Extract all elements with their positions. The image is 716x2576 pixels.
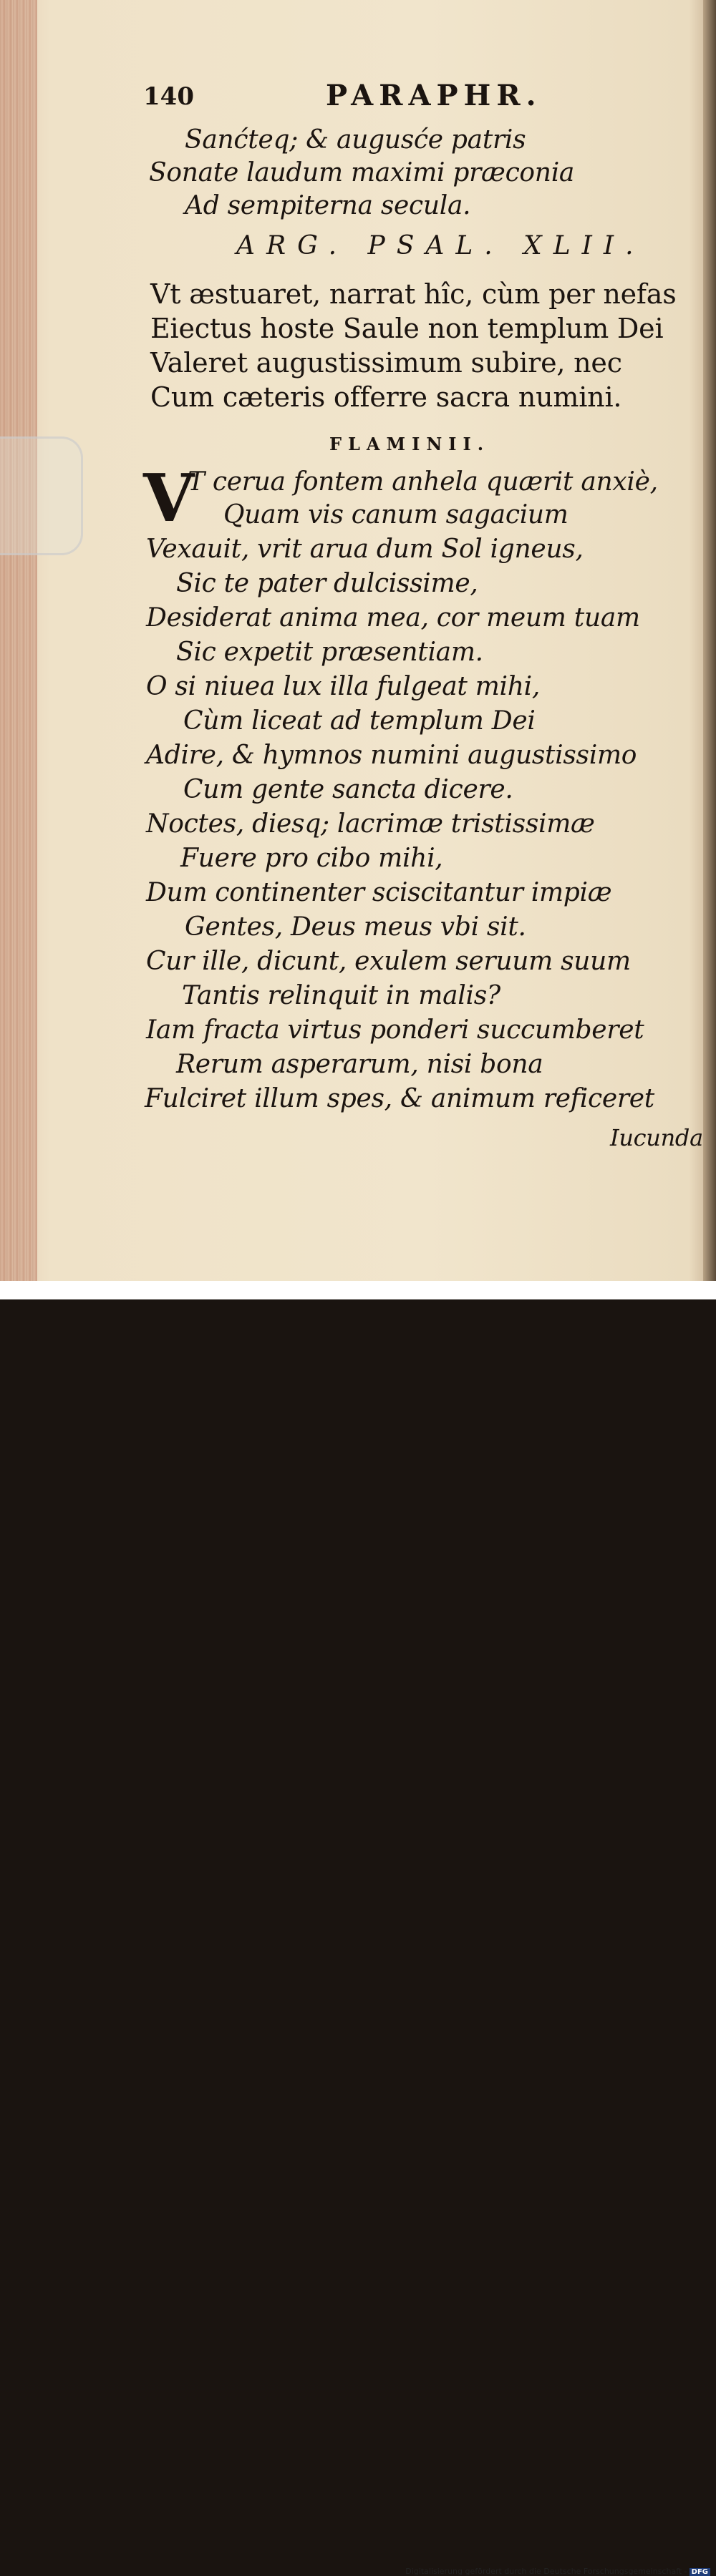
verse-line: Sonate laudum maximi præconia [149,158,575,187]
verse-line: T cerua fontem anhela quærit anxiè, [188,467,658,497]
verse-line: Vexauit, vrit arua dum Sol igneus, [146,535,584,564]
argument-line: Valeret augustissimum subire, nec [150,347,622,379]
verse-line: Cur ille, dicunt, exulem seruum suum [146,947,631,976]
verse-line: Cum gente sancta dicere. [183,775,513,804]
verse-line: Quam vis canum sagacium [223,500,569,530]
verse-line: Rerum asperarum, nisi bona [176,1050,543,1079]
credit-text: Digitalisierung gefördert durch die Deutsche Forschungsgemeinschaft - [405,2567,687,2576]
digitization-credit [405,2567,710,2576]
verse-line: Sic te pater dulcissime, [176,569,478,598]
page-edge-stack [0,0,37,1281]
footer-band [0,1281,716,2576]
running-head: PARAPHR. [326,79,542,112]
verse-line: Sanćteq; & augusće patris [185,125,526,155]
argument-heading: ARG. PSAL. XLII. [236,231,645,260]
catchword: Iucunda [610,1124,703,1151]
verse-line: Fulciret illum spes, & animum reficeret [145,1084,654,1113]
verse-line: Sic expetit præsentiam. [176,638,483,667]
verse-line: Gentes, Deus meus vbi sit. [185,912,526,942]
argument-line: Vt æstuaret, narrat hîc, cùm per nefas [150,278,677,310]
argument-line: Eiectus hoste Saule non templum Dei [150,313,664,344]
verse-line: O si niuea lux illa fulgeat mihi, [146,672,541,701]
verse-line: Desiderat anima mea, cor meum tuam [146,603,640,633]
verse-line: Noctes, diesq; lacrimæ tristissimæ [146,809,595,839]
verse-line: Iam fracta virtus ponderi succumberet [146,1015,644,1045]
verse-line: Ad sempiterna secula. [185,191,471,220]
binding-shadow [703,0,716,1281]
verse-line: Adire, & hymnos numini augustissimo [146,741,637,770]
page-number: 140 [143,82,194,111]
page-clip [0,436,83,555]
verse-line: Dum continenter sciscitantur impiæ [146,878,612,907]
drop-cap: V [143,459,195,537]
verse-line: Cùm liceat ad templum Dei [183,706,536,736]
verse-line: Fuere pro cibo mihi, [180,844,443,873]
verse-line: Tantis relinquit in malis? [182,981,500,1010]
poem-author: FLAMINII. [329,434,490,454]
argument-line: Cum cæteris offerre sacra numini. [150,381,622,413]
dfg-logo: DFG [690,2568,710,2576]
